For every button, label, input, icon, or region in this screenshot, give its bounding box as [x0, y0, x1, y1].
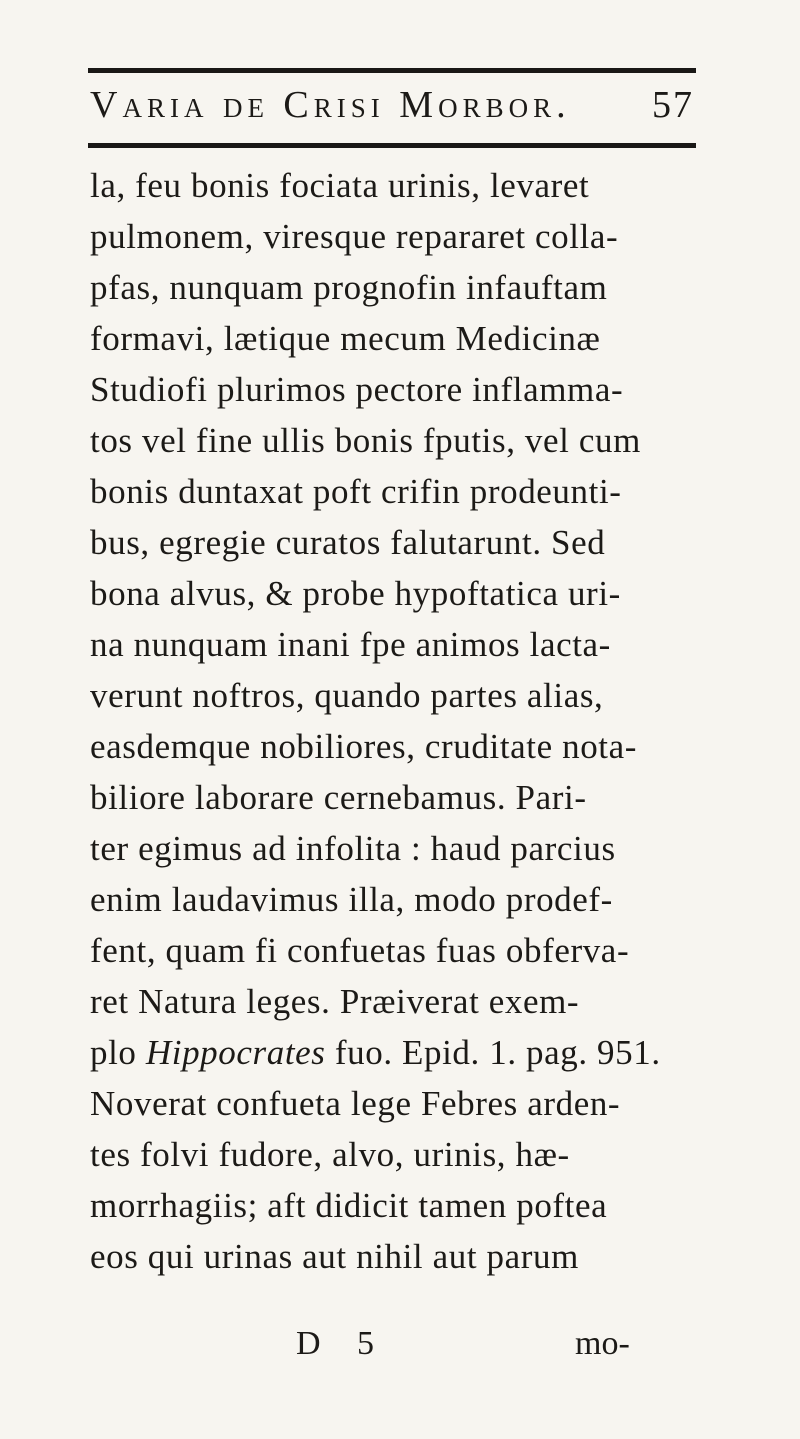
footer-catchline [0, 1318, 800, 1369]
text-line-15: enim laudavimus illa, modo prodef- [90, 880, 613, 919]
text-line-18 [90, 1027, 710, 1078]
text-line-1: la, feu bonis fociata urinis, levaret [90, 166, 590, 205]
text-line-14: ter egimus ad infolita : haud parcius [90, 829, 616, 868]
page-number: 57 [652, 84, 694, 126]
text-line-7: bonis duntaxat poft crifin prodeunti- [90, 472, 622, 511]
text-line-9: bona alvus, & probe hypoftatica uri- [90, 574, 621, 613]
text-line-12: easdemque nobiliores, cruditate nota- [90, 727, 638, 766]
header-top-rule [88, 68, 696, 73]
text-line-18-end: fuo. Epid. 1. pag. 951. [325, 1033, 661, 1072]
text-line-2: pulmonem, viresque repararet colla- [90, 217, 619, 256]
catchword: mo- [575, 1325, 630, 1362]
text-line-13: biliore laborare cernebamus. Pari- [90, 778, 587, 817]
header-bottom-rule [88, 143, 696, 148]
text-line-4: formavi, lætique mecum Medicinæ [90, 319, 601, 358]
running-header [90, 83, 694, 133]
text-line-20: tes folvi fudore, alvo, urinis, hæ- [90, 1135, 570, 1174]
text-line-16: fent, quam fi confuetas fuas obferva- [90, 931, 630, 970]
text-line-8: bus, egregie curatos falutarunt. Sed [90, 523, 606, 562]
text-line-18-start: plo [90, 1033, 146, 1072]
author-name-italic: Hippocrates [145, 1033, 326, 1072]
text-line-3: pfas, nunquam prognofin infauftam [90, 268, 608, 307]
text-line-21: morrhagiis; aft didicit tamen poftea [90, 1186, 608, 1225]
text-line-22: eos qui urinas aut nihil aut parum [90, 1237, 579, 1276]
body-text [90, 160, 710, 1282]
signature-mark: D 5 [296, 1325, 389, 1362]
running-title: Varia de Crisi Morbor. [90, 84, 571, 126]
text-line-17: ret Natura leges. Præiverat exem- [90, 982, 580, 1021]
text-line-10: na nunquam inani fpe animos lacta- [90, 625, 611, 664]
text-line-11: verunt noftros, quando partes alias, [90, 676, 604, 715]
text-line-5: Studiofi plurimos pectore inflamma- [90, 370, 624, 409]
text-line-6: tos vel fine ullis bonis fputis, vel cum [90, 421, 641, 460]
text-line-19: Noverat confueta lege Febres arden- [90, 1084, 621, 1123]
